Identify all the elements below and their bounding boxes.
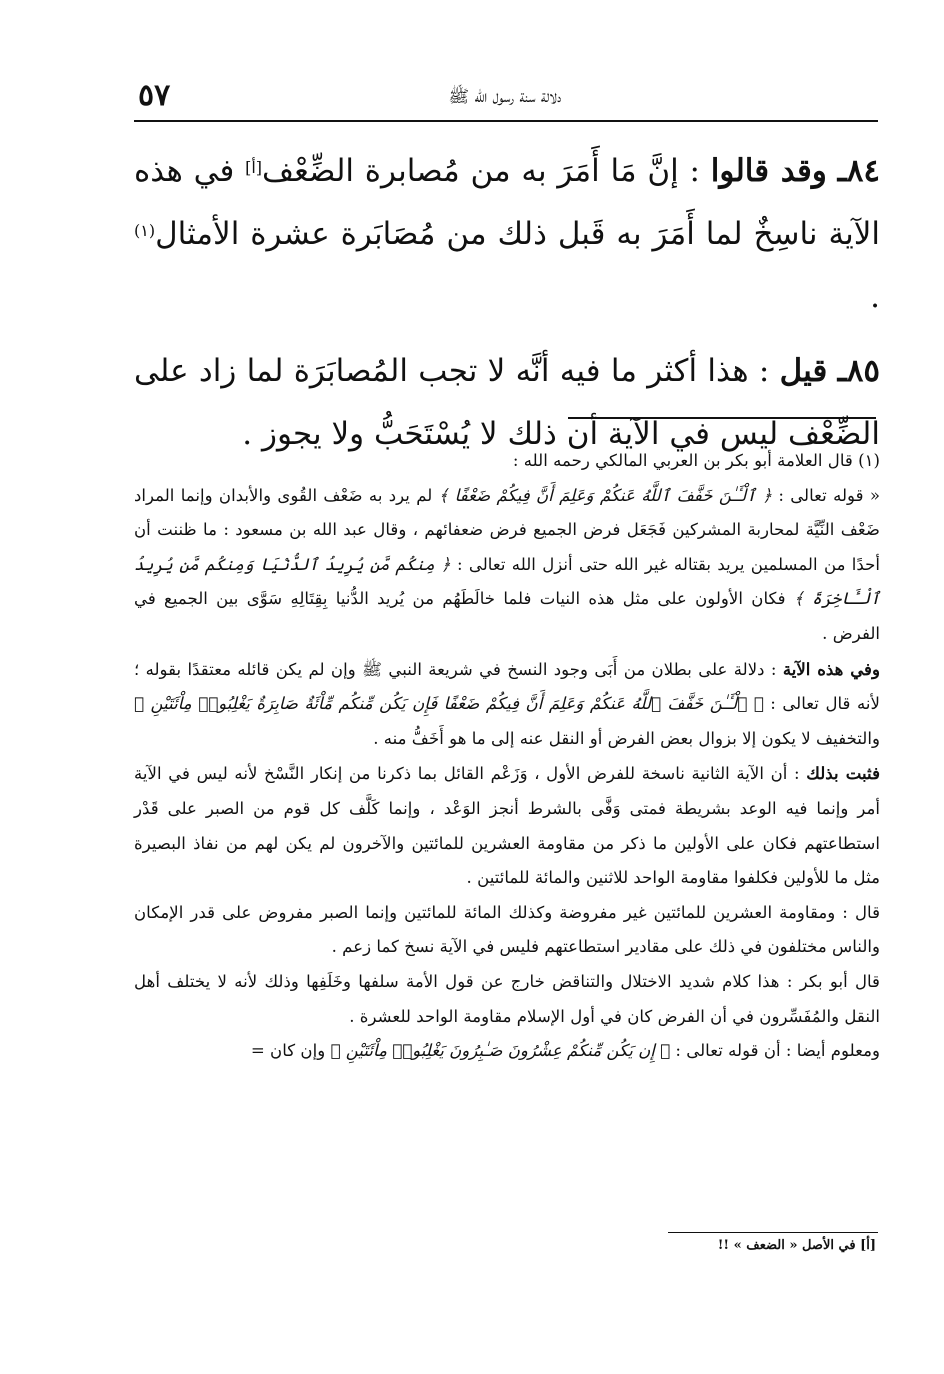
footnote-intro (134, 444, 880, 479)
page-number: ٥٧ (138, 78, 171, 113)
footnote-text: لم يرد به ضَعْف القُوى والأبدان وإنما المراد ضَعْف النِّيَّة لمحاربة المشركين فَجَعَل فرض الجميع فرض ضعفائهم ، وقال عبد الله بن مسعود : ما ظننت أن أحدًا من المسلمين يريد بقتاله غير الله حتى أنزل الله تعالى : (134, 485, 880, 574)
paragraph-text: : هذا أكثر ما فيه أنَّه لا تجب المُصابَرَة لما زاد على الضِّعْف ليس في الآية أن ذلك لا يُسْتَحَبُّ ولا يجوز . (134, 353, 880, 452)
footnote-paragraph (134, 1034, 880, 1069)
footnote-separator (568, 417, 876, 419)
footnote-lead: وفي هذه الآية (782, 658, 880, 679)
running-title: دلالة سنة رسول الله ﷺ (448, 87, 562, 107)
quran-verse: ﴿ ٱلْـَٔـٰنَ خَفَّفَ ٱللَّهُ عَنكُمْ وَعَلِمَ أَنَّ فِيكُمْ ضَعْفًا فَإِن يَكُن مِّنكُم مِّاْئَةٌ صَابِرَةٌ يَغْلِبُوا۟ مِاْئَتَيْنِ ﴾ (134, 694, 764, 714)
editor-note-separator (668, 1232, 878, 1233)
editor-note: [أ] في الأصل « الضعف » !! (717, 1238, 876, 1253)
footnote-paragraph: قال : ومقاومة العشرين للمائتين غير مفروضة وكذلك المائة للمائتين وإنما الصبر مفروض على قدر الإمكان والناس مختلفون في ذلك على مقادير استطاعتهم فليس في الآية نسخ كما زعم . (134, 902, 880, 957)
paragraph-number: ٨٥ـ (837, 353, 881, 389)
footnote-paragraph (134, 479, 880, 652)
footnote-text: : دلالة على بطلان من أَبَى وجود النسخ في شريعة النبي ﷺ وإن لم يكن قائله معتقدًا بقوله ؛ لأنه قال تعالى : (134, 659, 880, 714)
footnote-intro-text: قال العلامة أبو بكر بن العربي المالكي رحمه الله : (512, 451, 853, 470)
footnote-text: وإن كان = (250, 1041, 326, 1061)
footnote-text: فكان الأولون على مثل هذه النيات فلما خالَطَهُم من يُريد الدُّنيا بِقِتَالِهِ سَوَّى بين الجميع في الفرض . (134, 589, 880, 643)
footnote-text: : أن الآية الثانية ناسخة للفرض الأول ، وَزَعْم القائل بما ذكرنا من إنكار النَّسْخ لأنه ليس في الآية أمر وإنما فيه الوعد بشريطة فمتى وَفَّى بالشرط أنجز الوَعْد ، وإنما كَلَّف كل قوم من الصبر على قَدْر استطاعتهم فكان على الأولين ما ذكر من مقاومة العشرين للمائتين والآخرون لم يكن لهم من نفاذ البصيرة مثل ما للأولين فكلفوا مقاومة الواحد للاثنين والمائة للمائتين . (134, 764, 880, 888)
footnote-marker: (١) (134, 221, 156, 240)
paragraph-lead: قيل (779, 353, 828, 389)
footnote-text: « قوله تعالى : (778, 485, 881, 505)
footnote-text: والتخفيف لا يكون إلا بزوال بعض الفرض أو النقل عنه إلى ما هو أَخَفُّ منه . (373, 728, 880, 748)
footnotes (134, 444, 880, 1069)
paragraph-lead: وقد قالوا (710, 153, 827, 189)
footnote-paragraph (134, 652, 880, 757)
footnote-paragraph (134, 756, 880, 895)
footnote-paragraph: قال أبو بكر : هذا كلام شديد الاختلال والتناقض خارج عن قول الأمة سلفها وخَلَفِها وذلك لأنه لا يختلف أهل النقل والمُفَسِّرون في أن الفرض كان في أول الإسلام مقاومة الواحد للعشرة . (134, 971, 880, 1026)
quran-verse: ﴿ ٱلْـَٔـٰنَ خَفَّفَ ٱللَّهُ عَنكُمْ وَعَلِمَ أَنَّ فِيكُمْ ضَعْفًا ﴾ (438, 485, 773, 505)
quran-verse: ﴿ مِنكُم مَّن يُرِيدُ ٱلدُّنْيَا وَمِنكُم مَّن يُرِيدُ ٱلْـَٔاخِرَةَ ﴾ (134, 554, 880, 609)
main-text (134, 140, 880, 477)
paragraph-84 (134, 140, 880, 329)
editor-note-marker: [أ] (245, 158, 263, 177)
paragraph-text: : إنَّ مَا أَمَرَ به من مُصابرة الضِّعْف (262, 153, 700, 189)
footnote-lead: فثبت بذلك (806, 763, 880, 784)
page-header (134, 72, 876, 120)
quran-verse: ﴿ إِن يَكُن مِّنكُمْ عِشْرُونَ صَـٰبِرُونَ يَغْلِبُوا۟ مِاْئَتَيْنِ ﴾ (330, 1041, 671, 1061)
footnote-marker: (١) (858, 451, 880, 470)
header-rule (134, 120, 878, 122)
footnote-text: ومعلوم أيضا : أن قوله تعالى : (675, 1041, 880, 1061)
paragraph-text: في هذه الآية ناسِخٌ لما أَمَرَ به قَبل ذلك من مُصَابَرة عشرة الأمثال (134, 153, 880, 252)
paragraph-number: ٨٤ـ (837, 153, 881, 189)
paragraph-text: . (870, 279, 880, 315)
